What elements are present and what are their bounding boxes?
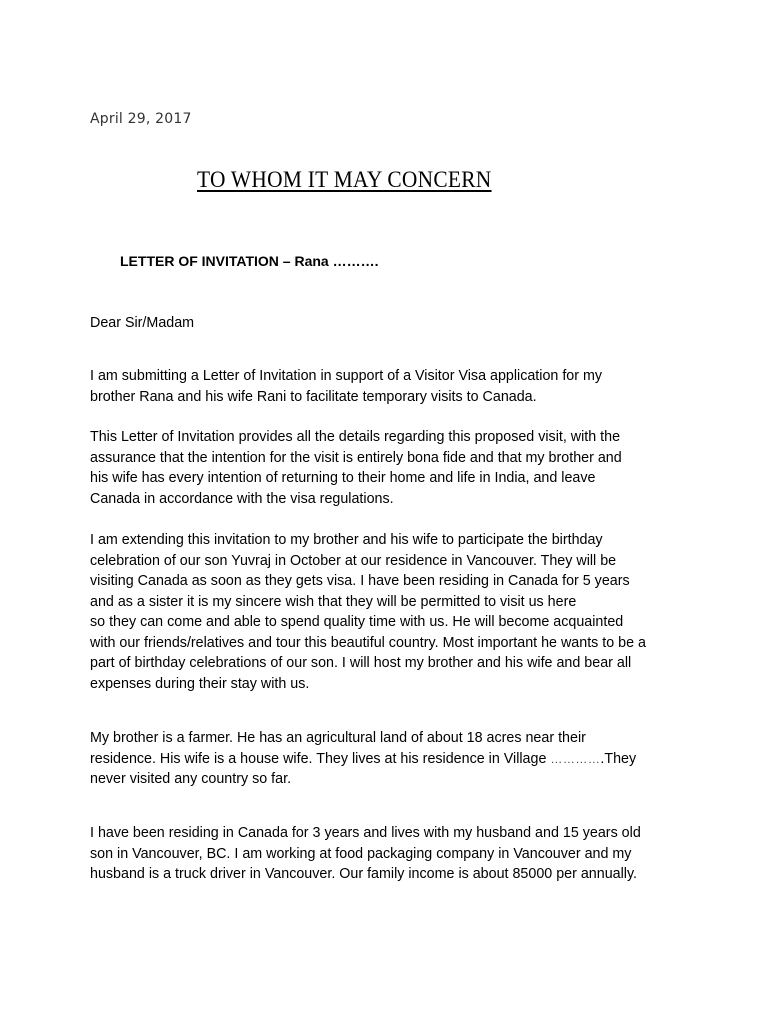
paragraph-line: never visited any country so far. — [90, 771, 292, 787]
paragraph-line: visiting Canada as soon as they gets visa. I have been residing in Canada for 5 years — [90, 573, 630, 589]
paragraph-line: I am extending this invitation to my brother and his wife to participate the birthday — [90, 532, 603, 548]
paragraph-line: his wife has every intention of returning to their home and life in India, and leave — [90, 470, 596, 486]
paragraph-line: assurance that the intention for the visit is entirely bona fide and that my brother and — [90, 449, 622, 466]
paragraph-line: part of birthday celebrations of our son. I will host my brother and his wife and bear all — [90, 655, 632, 671]
paragraph-line: My brother is a farmer. He has an agricultural land of about 18 acres near their — [90, 730, 586, 746]
salutation: Dear Sir/Madam — [90, 315, 195, 331]
paragraph-1 — [90, 366, 690, 407]
paragraph-line — [90, 749, 690, 770]
paragraph-line: This Letter of Invitation provides all the details regarding this proposed visit, with the — [90, 429, 621, 445]
paragraph-4 — [90, 728, 690, 790]
letter-heading: TO WHOM IT MAY CONCERN — [197, 167, 492, 192]
paragraph-line: and as a sister it is my sincere wish that they will be permitted to visit us here — [90, 593, 577, 610]
paragraph-2 — [90, 427, 690, 509]
paragraph-line: Canada in accordance with the visa regulations. — [90, 490, 394, 507]
paragraph-5 — [90, 823, 690, 885]
paragraph-line: I am submitting a Letter of Invitation in support of a Visitor Visa application for my — [90, 368, 603, 384]
letter-subject: LETTER OF INVITATION – Rana ………. — [120, 253, 379, 269]
paragraph-3 — [90, 530, 690, 694]
paragraph-line: so they can come and able to spend quality time with us. He will become acquainted — [90, 614, 624, 630]
paragraph-line: son in Vancouver, BC. I am working at food packaging company in Vancouver and my — [90, 845, 632, 862]
paragraph-line: brother Rana and his wife Rani to facilitate temporary visits to Canada. — [90, 388, 537, 405]
paragraph-text: residence. His wife is a house wife. They lives at his residence in Village — [90, 750, 551, 767]
paragraph-text: .They — [600, 750, 637, 767]
paragraph-line: I have been residing in Canada for 3 years and lives with my husband and 15 years old — [90, 825, 641, 841]
paragraph-line: celebration of our son Yuvraj in October at our residence in Vancouver. They will be — [90, 552, 617, 569]
paragraph-line: with our friends/relatives and tour this beautiful country. Most important he wants to be a — [90, 634, 647, 651]
village-placeholder: ………… — [550, 751, 601, 766]
paragraph-line: expenses during their stay with us. — [90, 675, 310, 692]
letter-date: April 29, 2017 — [90, 111, 192, 127]
paragraph-line: husband is a truck driver in Vancouver. Our family income is about 85000 per annually. — [90, 866, 638, 882]
